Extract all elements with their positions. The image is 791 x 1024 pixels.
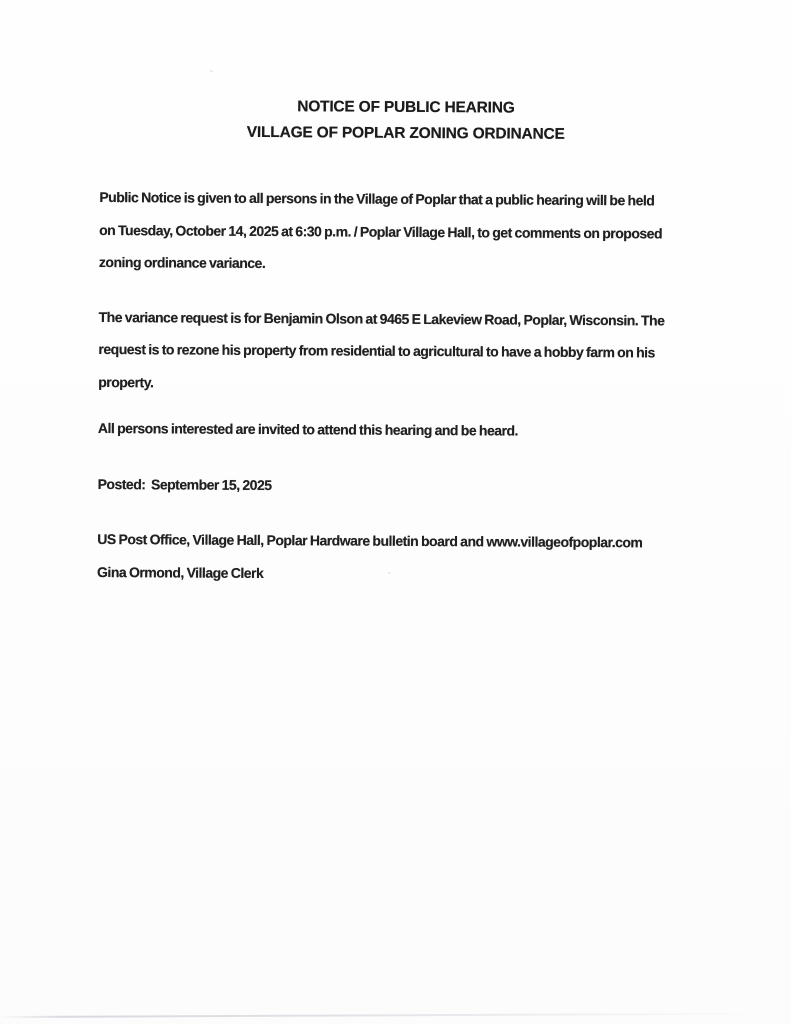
- posting-locations-line: US Post Office, Village Hall, Poplar Hardware bulletin board and www.villageofpoplar.com: [97, 530, 643, 551]
- clerk-signature-line: Gina Ormond, Village Clerk: [97, 563, 264, 581]
- paragraph-line: The variance request is for Benjamin Olson at 9465 E Lakeview Road, Poplar, Wisconsin. The: [98, 308, 665, 328]
- notice-title-line-1: NOTICE OF PUBLIC HEARING: [297, 98, 515, 117]
- paragraph-line: Public Notice is given to all persons in the Village of Poplar that a public hearing will be held: [99, 188, 655, 209]
- paragraph-line: request is to rezone his property from residential to agricultural to have a hobby farm on his: [98, 340, 655, 361]
- footer-block: [97, 523, 711, 592]
- posted-date: [98, 467, 712, 503]
- scan-speck: [388, 572, 391, 574]
- scan-artifact-line: [0, 1013, 770, 1018]
- scan-speck: [210, 70, 213, 72]
- paragraph-variance-request: [98, 300, 713, 401]
- paragraph-line: All persons interested are invited to attend this hearing and be heard.: [97, 419, 518, 439]
- notice-title: [100, 93, 712, 149]
- paragraph-line: on Tuesday, October 14, 2025 at 6:30 p.m. / Poplar Village Hall, to get comments on proposed: [99, 221, 663, 241]
- notice-content: [97, 93, 714, 592]
- paragraph-hearing-details: [99, 181, 714, 282]
- notice-title-line-2: VILLAGE OF POPLAR ZONING ORDINANCE: [246, 123, 565, 143]
- paragraph-line: zoning ordinance variance.: [98, 253, 266, 272]
- paragraph-invitation: [98, 412, 712, 448]
- posted-date-line: Posted: September 15, 2025: [97, 475, 272, 493]
- paragraph-line: property.: [98, 373, 154, 390]
